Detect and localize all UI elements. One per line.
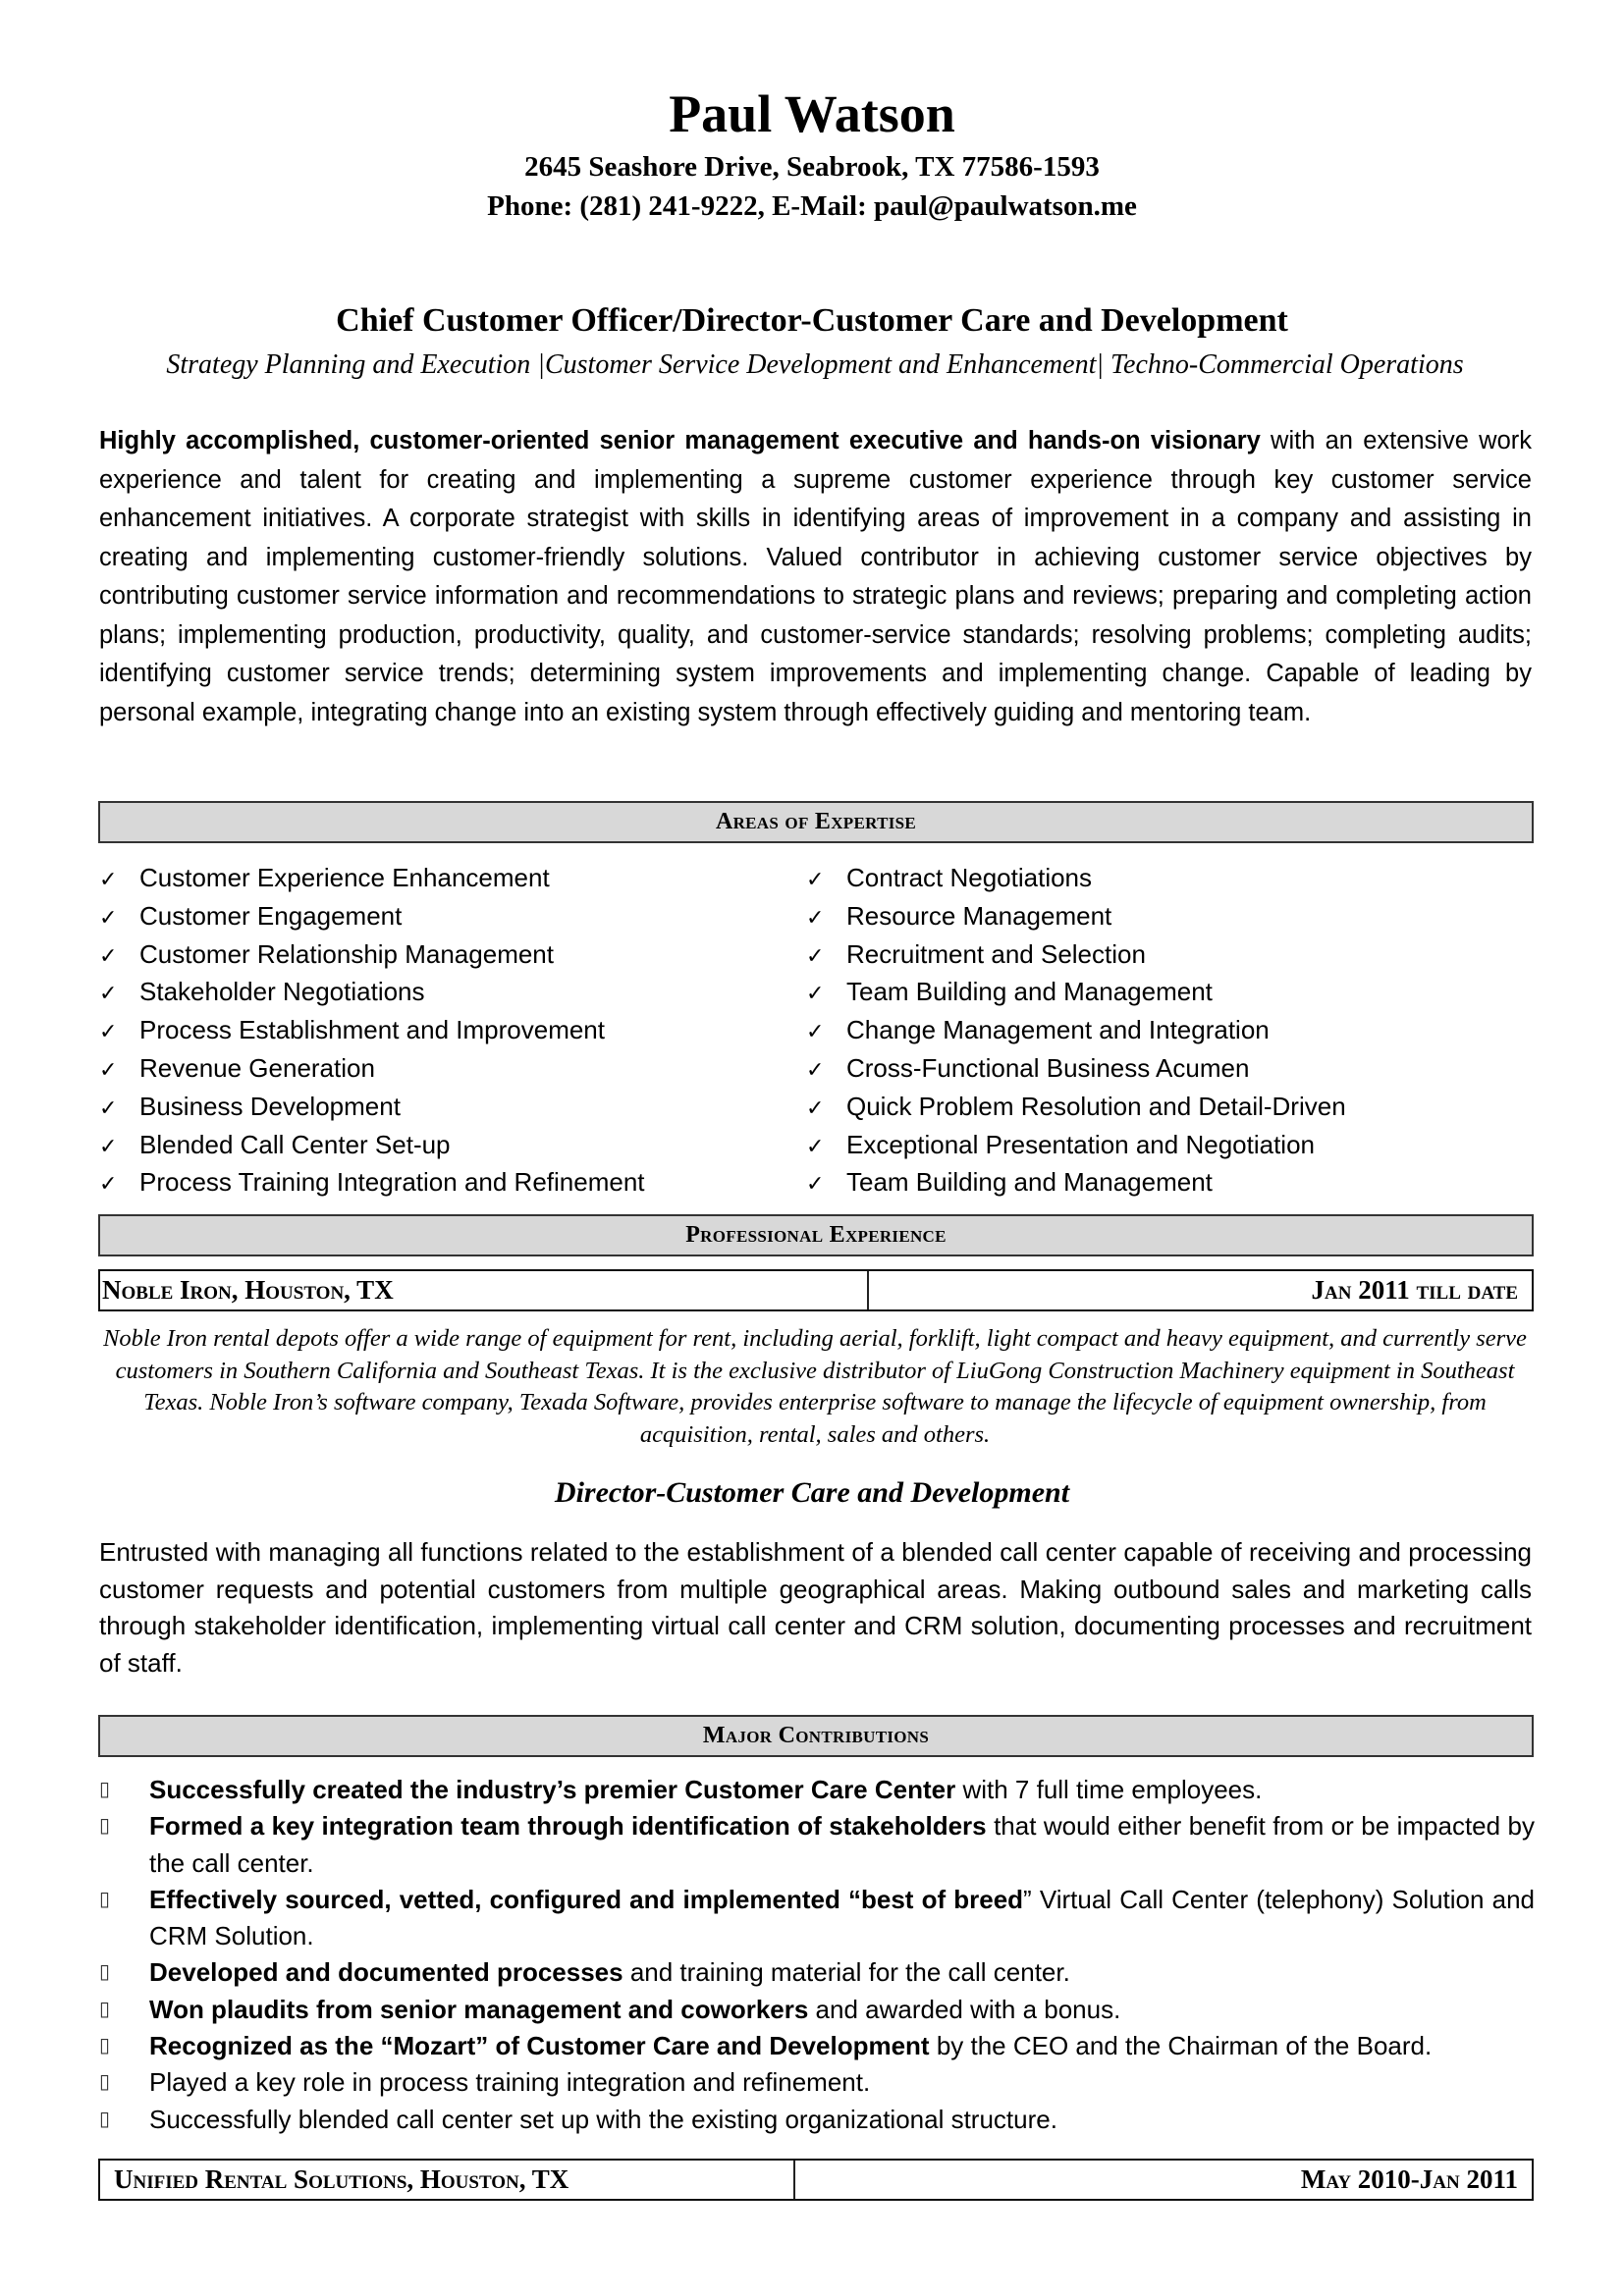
check-icon: ✓ [99,1095,118,1120]
contribution-bold: Recognized as the “Mozart” of Customer Care and Development [149,2031,930,2061]
expertise-label: Contract Negotiations [846,863,1093,892]
candidate-name: Paul Watson [669,84,955,143]
section-header-contributions [98,1715,1534,1757]
expertise-label: Business Development [139,1091,401,1121]
summary-body: with an extensive work experience and talent for creating and implementing a supreme customer experience through key customer service enhancement initiatives. A corporate strategist with skills in identifying areas of improvement in a company and assisting in creating and implementing customer-friendly solutions. Valued contributor in achieving customer service objectives by contributing customer service information and recommendations to strategic plans and reviews; preparing and completing action plans; implementing production, productivity, quality, and customer-service standards; resolving problems; completing audits; identifying customer service trends; determining system improvements and implementing change. Capable of leading by personal example, integrating change into an existing system through effectively guiding and mentoring team. [99,427,1532,726]
job-header-unified-rental [98,2159,1534,2201]
job-dates: Jan 2011 till date [1311,1275,1518,1305]
expertise-item [806,1164,1346,1202]
section-title: Major Contributions [702,1723,930,1748]
contribution-bold: Successfully created the industry’s premier Customer Care Center [149,1775,956,1804]
expertise-label: Team Building and Management [846,977,1213,1007]
check-icon: ✓ [99,867,118,891]
check-icon: ✓ [806,981,825,1006]
check-icon: ✓ [806,904,825,930]
contribution-text: with 7 full time employees. [955,1775,1263,1804]
check-icon: ✓ [806,1056,825,1082]
section-header-expertise [98,801,1534,843]
expertise-list-right [806,860,1346,1202]
check-icon: ✓ [806,867,825,891]
job-dates: May 2010-Jan 2011 [1300,2164,1518,2194]
expertise-item [806,1089,1346,1127]
check-icon: ✓ [806,1019,825,1044]
check-icon: ✓ [806,1095,825,1120]
contribution-item [99,1772,1535,1808]
check-icon: ✓ [99,1056,118,1082]
summary-bold-lead: Highly accomplished, customer-oriented senior management executive and hands-on visionary [99,427,1261,454]
role-title: Director-Customer Care and Development [554,1476,1070,1509]
expertise-item [99,1050,645,1089]
contribution-text: Successfully blended call center set up with the existing organizational structure. [149,2104,1057,2134]
contribution-bold: Effectively sourced, vetted, configured and implemented “best of breed [149,1884,1024,1914]
expertise-item [806,860,1346,898]
expertise-list-left [99,860,645,1202]
contribution-text: ” Virtual Call Center (telephony) Solution and CRM Solution. [149,1884,1535,1951]
expertise-item [99,1089,645,1127]
check-icon: ✓ [99,942,118,968]
contribution-bold: Won plaudits from senior management and coworkers [149,1994,809,2024]
headline-title: Chief Customer Officer/Director-Customer Care and Development [336,302,1288,339]
bullet-icon: ▯ [99,2035,111,2057]
expertise-label: Process Establishment and Improvement [139,1015,605,1045]
check-icon: ✓ [806,1133,825,1158]
job-company: Noble Iron, Houston, TX [100,1271,869,1309]
expertise-item [99,1164,645,1202]
address: 2645 Seashore Drive, Seabrook, TX 77586-1593 [524,151,1100,183]
company-description: Noble Iron rental depots offer a wide range of equipment for rent, including aerial, forklift, light compact and heavy equipment, and currently serve customers in Southern California and Southeast Texas. It is the exclusive distributor of LiuGong Construction Machinery equipment in Southeast Texas. Noble Iron’s software company, Texada Software, provides enterprise software to manage the lifecycle of equipment ownership, from acquisition, rental, sales and others. [103,1325,1527,1448]
section-title: Professional Experience [685,1222,947,1248]
check-icon: ✓ [99,904,118,930]
contributions-list [99,1772,1535,2138]
contribution-text: Played a key role in process training integration and refinement. [149,2067,871,2098]
contribution-item [99,1992,1535,2028]
expertise-label: Customer Relationship Management [139,938,554,969]
expertise-item [806,1050,1346,1089]
expertise-item [806,974,1346,1012]
expertise-item [806,898,1346,936]
contribution-bold: Developed and documented processes [149,1957,623,1988]
expertise-label: Recruitment and Selection [846,938,1146,969]
bullet-icon: ▯ [99,1779,111,1800]
contribution-item [99,1882,1535,1955]
expertise-item [99,974,645,1012]
check-icon: ✓ [99,1019,118,1044]
expertise-label: Customer Experience Enhancement [139,863,550,892]
contribution-text: that would either benefit from or be impacted by the call center. [149,1811,1535,1878]
expertise-label: Revenue Generation [139,1052,375,1083]
job-header-noble-iron [98,1269,1534,1311]
expertise-item [806,1012,1346,1050]
bullet-icon: ▯ [99,1888,111,1910]
expertise-label: Blended Call Center Set-up [139,1129,451,1159]
headline-tagline: Strategy Planning and Execution |Customer Service Development and Enhancement| Techno-Commercial Operations [166,349,1464,380]
contribution-item [99,1808,1535,1882]
expertise-label: Exceptional Presentation and Negotiation [846,1129,1315,1159]
contact-line: Phone: (281) 241-9222, E-Mail: paul@paulwatson.me [487,190,1137,222]
contribution-text: by the CEO and the Chairman of the Board. [929,2031,1433,2061]
summary-paragraph [99,422,1532,732]
bullet-icon: ▯ [99,2071,111,2094]
expertise-item [806,936,1346,975]
contribution-text: and training material for the call center. [623,1957,1070,1988]
job-company: Unified Rental Solutions, Houston, TX [100,2161,795,2199]
contribution-bold: Formed a key integration team through identification of stakeholders [149,1811,987,1842]
check-icon: ✓ [99,1171,118,1197]
expertise-item [99,1127,645,1165]
expertise-item [99,860,645,898]
check-icon: ✓ [806,1171,825,1197]
expertise-label: Change Management and Integration [846,1015,1270,1045]
contribution-item [99,2064,1535,2101]
expertise-label: Process Training Integration and Refinement [139,1167,645,1198]
expertise-label: Stakeholder Negotiations [139,977,425,1007]
contribution-text: and awarded with a bonus. [808,1994,1121,2024]
section-title: Areas of Expertise [715,809,917,834]
check-icon: ✓ [99,981,118,1006]
expertise-label: Team Building and Management [846,1167,1213,1198]
bullet-icon: ▯ [99,1998,111,2020]
expertise-label: Customer Engagement [139,900,403,931]
check-icon: ✓ [806,942,825,968]
bullet-icon: ▯ [99,1961,111,1984]
section-header-experience [98,1214,1534,1256]
role-description: Entrusted with managing all functions related to the establishment of a blended call center capable of receiving and processing customer requests and potential customers from multiple geographical areas. Making outbound sales and marketing calls through stakeholder identification, implementing virtual call center and CRM solution, documenting processes and recruitment of staff. [99,1537,1532,1678]
contribution-item [99,2028,1535,2064]
check-icon: ✓ [99,1133,118,1158]
expertise-label: Quick Problem Resolution and Detail-Driven [846,1091,1346,1121]
expertise-item [99,936,645,975]
contribution-item [99,1954,1535,1991]
contribution-item [99,2102,1535,2138]
expertise-item [806,1127,1346,1165]
expertise-item [99,1012,645,1050]
bullet-icon: ▯ [99,2108,111,2130]
expertise-item [99,898,645,936]
expertise-label: Resource Management [846,900,1112,931]
bullet-icon: ▯ [99,1815,111,1838]
expertise-label: Cross-Functional Business Acumen [846,1052,1250,1083]
